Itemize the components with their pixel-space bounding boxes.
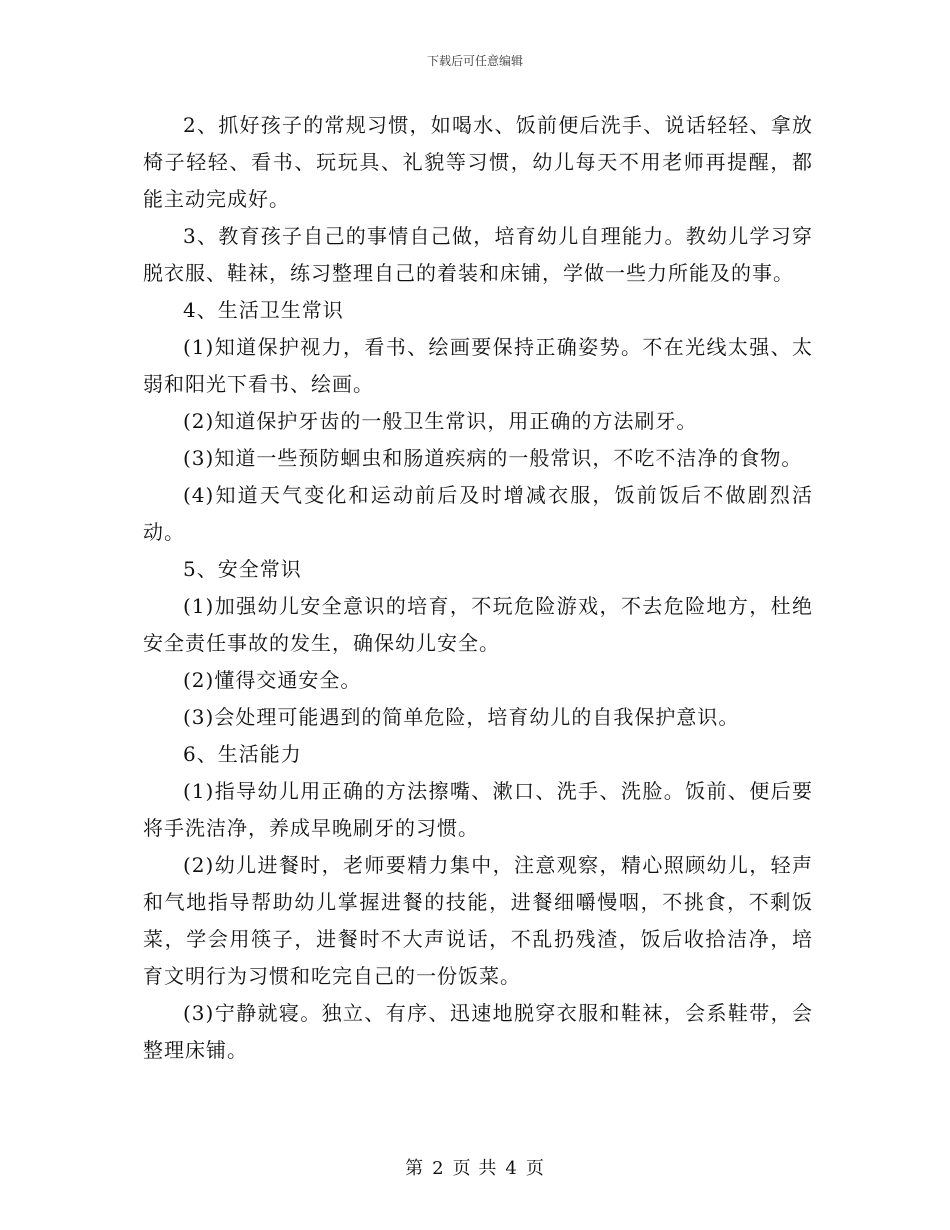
heading-safety: 5、安全常识 [183,557,302,581]
page-footer [0,1154,950,1180]
page-header: 下载后可任意编辑 [426,54,523,68]
paragraph-safety-3: (3)会处理可能遇到的简单危险，培育幼儿的自我保护意识。 [183,705,740,729]
paragraph-hygiene-1: (1)知道保护视力，看书、绘画要保持正确姿势。不在光线太强、太弱和阳光下看书、绘画。 [143,335,813,396]
page-number-total: 4 [505,1158,518,1179]
paragraph-hygiene-2: (2)知道保护牙齿的一般卫生常识，用正确的方法刷牙。 [183,409,698,433]
heading-life-skills: 6、生活能力 [183,742,302,766]
heading-hygiene: 4、生活卫生常识 [183,298,344,322]
paragraph-life-skills-2: (2)幼儿进餐时，老师要精力集中，注意观察，精心照顾幼儿，轻声和气地指导帮助幼儿掌握进餐的技能，进餐细嚼慢咽，不挑食，不剩饭菜，学会用筷子，进餐时不大声说话，不乱扔残渣，饭后收拾洁净，培育文明行为习惯和吃完自己的一份饭菜。 [143,853,813,988]
footer-suffix: 页 [525,1158,545,1179]
paragraph-hygiene-4: (4)知道天气变化和运动前后及时增减衣服，饭前饭后不做剧烈活动。 [143,483,813,544]
paragraph-habits: 2、抓好孩子的常规习惯，如喝水、饭前便后洗手、说话轻轻、拿放椅子轻轻、看书、玩玩具、礼貌等习惯，幼儿每天不用老师再提醒，都能主动完成好。 [143,113,813,211]
paragraph-safety-1: (1)加强幼儿安全意识的培育，不玩危险游戏，不去危险地方，杜绝安全责任事故的发生，确保幼儿安全。 [143,594,813,655]
paragraph-self-care: 3、教育孩子自己的事情自己做，培育幼儿自理能力。教幼儿学习穿脱衣服、鞋袜，练习整理自己的着装和床铺，学做一些力所能及的事。 [143,224,813,285]
footer-middle: 页 共 [452,1158,498,1179]
footer-prefix: 第 [405,1158,425,1179]
paragraph-life-skills-3: (3)宁静就寝。独立、有序、迅速地脱穿衣服和鞋袜，会系鞋带，会整理床铺。 [143,1001,813,1062]
page-number-current: 2 [432,1158,445,1179]
document-body [143,107,813,1069]
paragraph-safety-2: (2)懂得交通安全。 [183,668,362,692]
paragraph-hygiene-3: (3)知道一些预防蛔虫和肠道疾病的一般常识，不吃不洁净的食物。 [183,446,803,470]
paragraph-life-skills-1: (1)指导幼儿用正确的方法擦嘴、漱口、洗手、洗脸。饭前、便后要将手洗洁净，养成早晚刷牙的习惯。 [143,779,813,840]
